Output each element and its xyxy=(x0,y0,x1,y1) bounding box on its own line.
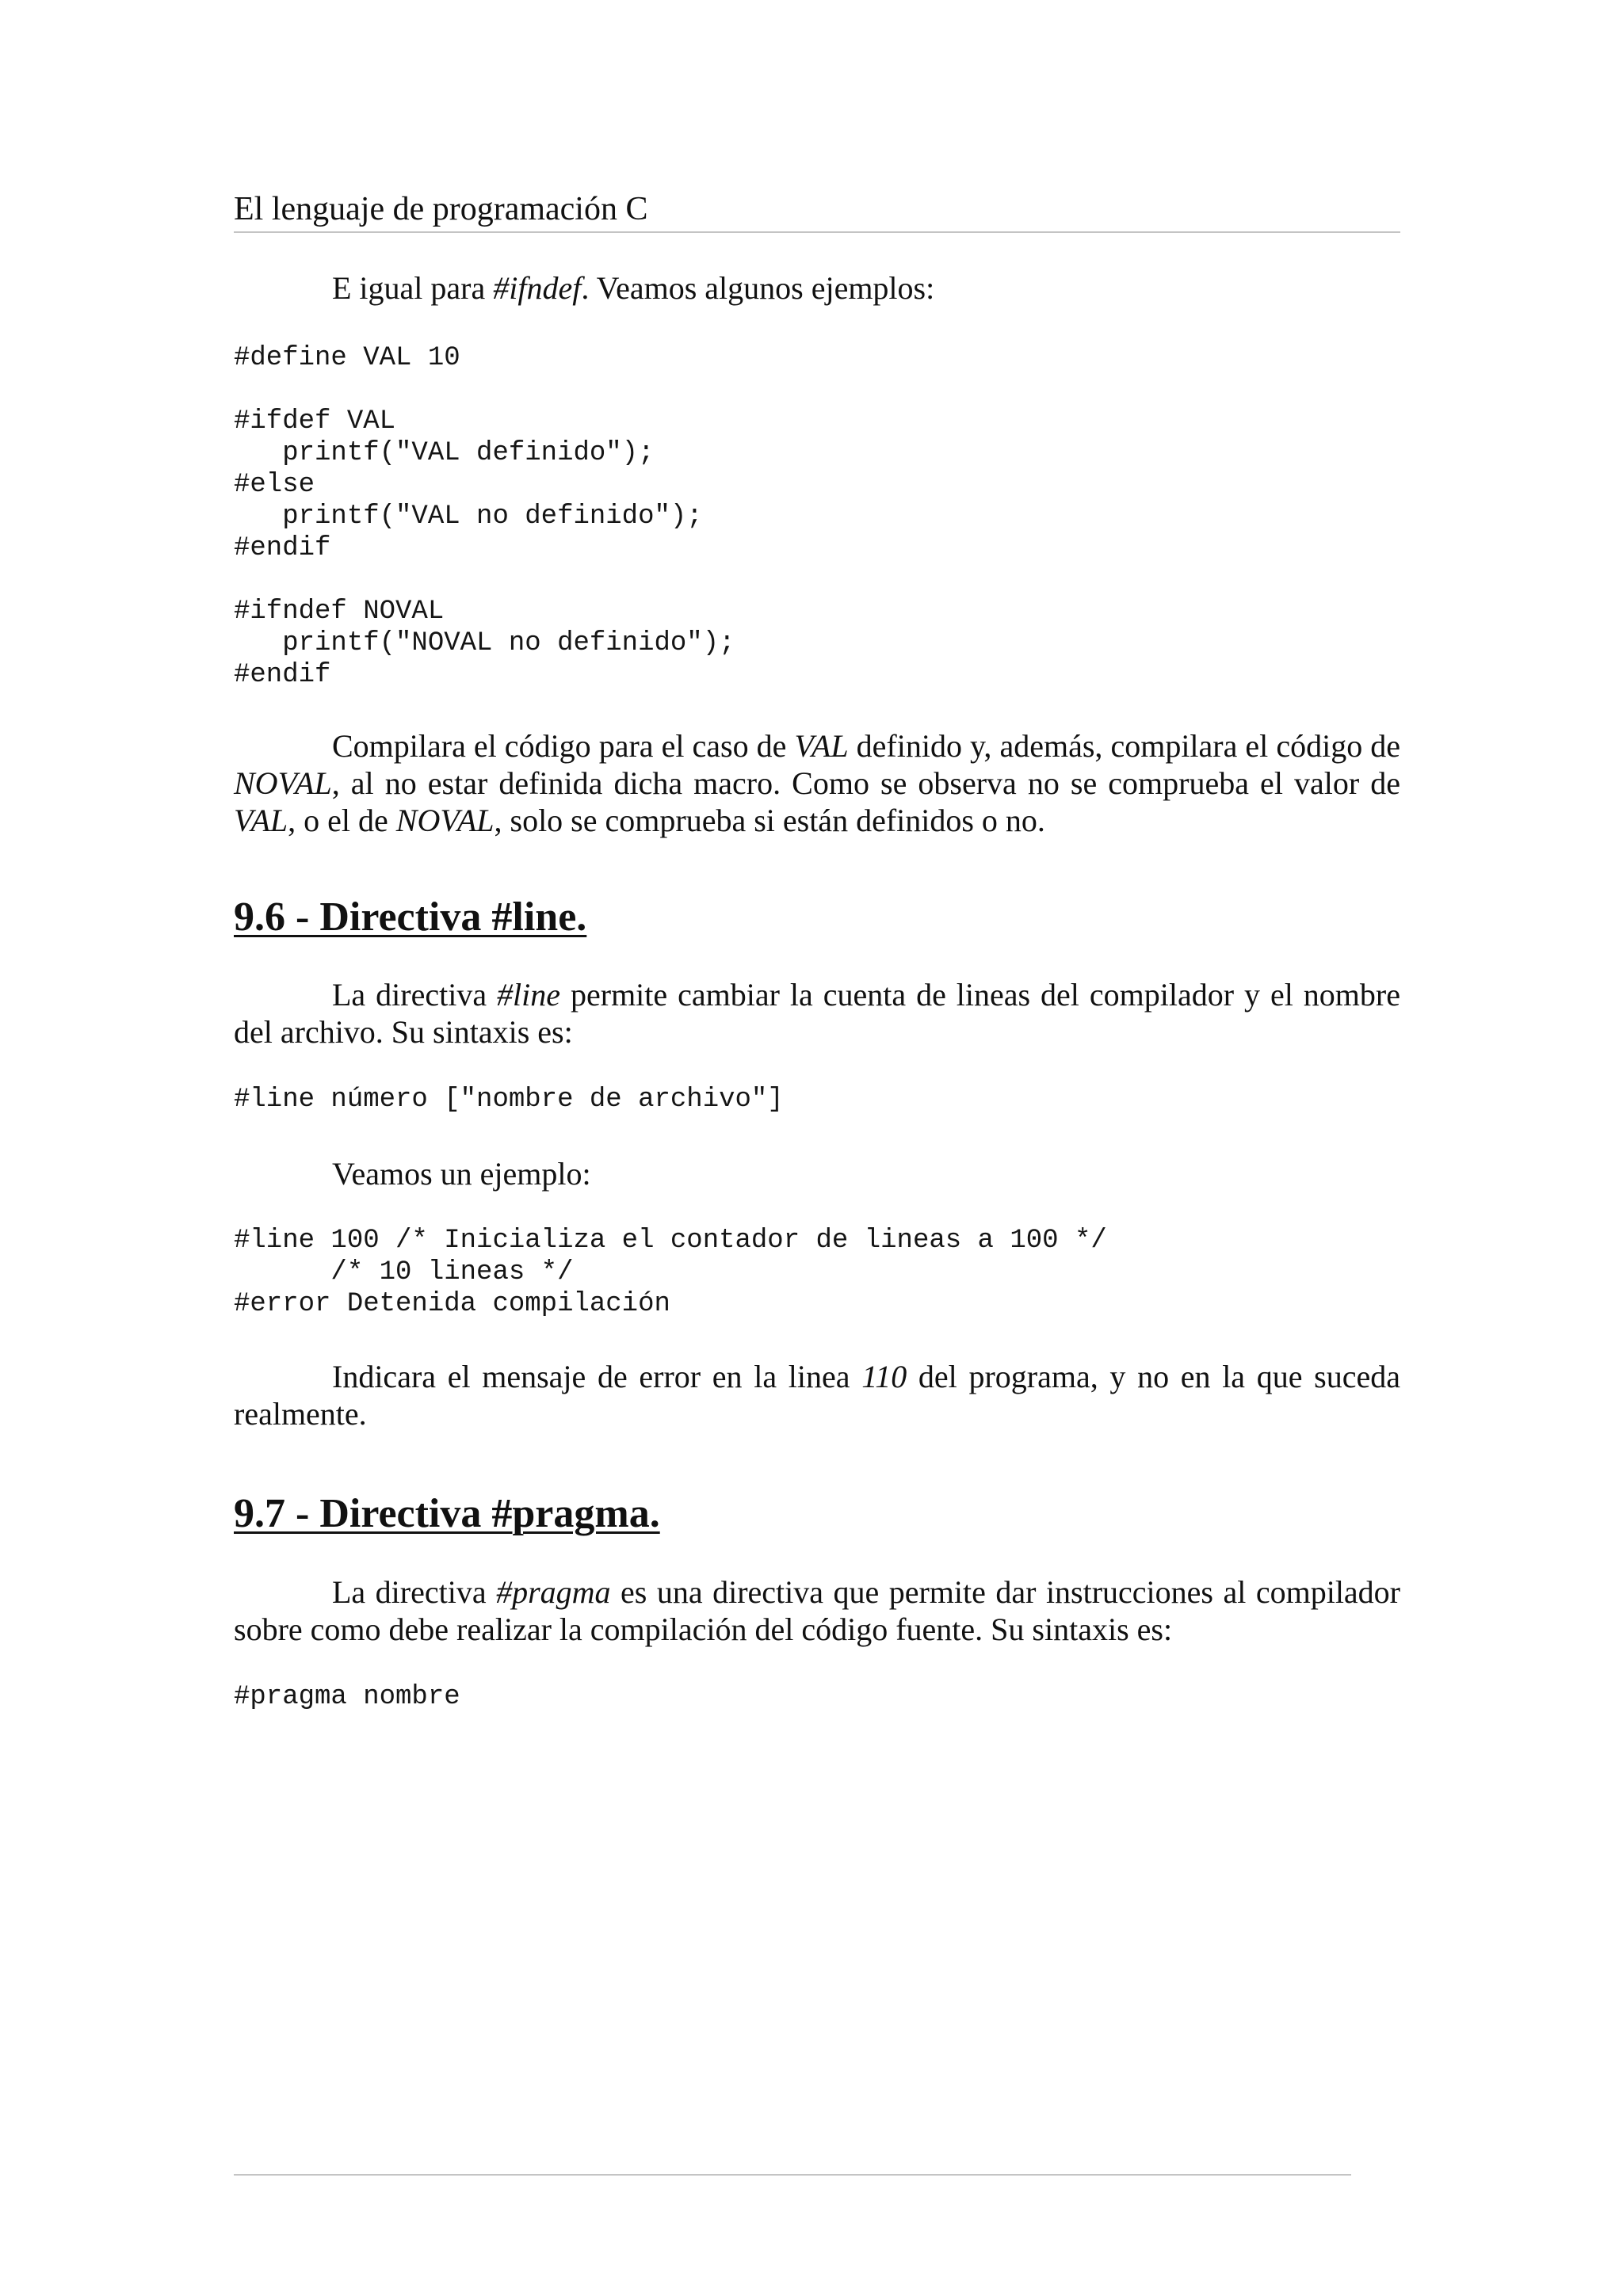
code-line: #else xyxy=(234,470,315,500)
code-line xyxy=(234,374,1400,406)
pragma-term: #pragma xyxy=(496,1574,611,1610)
code-line: printf("VAL no definido"); xyxy=(234,502,703,532)
pragma-syntax-code: #pragma nombre xyxy=(234,1682,460,1712)
code-line: #ifdef VAL xyxy=(234,406,396,437)
code-block-line-example xyxy=(234,1225,1400,1320)
result-line-number: 110 xyxy=(861,1359,907,1394)
explanation-text-1: Compilara el código para el caso de xyxy=(332,728,795,764)
code-line: #error Detenida compilación xyxy=(234,1289,670,1319)
code-block-ifdef-example xyxy=(234,342,1400,691)
code-line xyxy=(234,564,1400,596)
code-line: #endif xyxy=(234,533,331,563)
line-term: #line xyxy=(497,977,561,1013)
section-heading-pragma: 9.7 - Directiva #pragma. xyxy=(234,1491,660,1536)
code-line: #line 100 /* Inicializa el contador de lineas a 100 */ xyxy=(234,1226,1107,1256)
code-line: #ifndef NOVAL xyxy=(234,597,445,627)
example-intro-text: Veamos un ejemplo: xyxy=(332,1156,591,1192)
result-text-1: Indicara el mensaje de error en la linea xyxy=(332,1359,862,1394)
explanation-term-noval-2: NOVAL xyxy=(395,803,495,838)
code-line: printf("VAL definido"); xyxy=(234,438,655,468)
intro-term-ifndef: #ifndef xyxy=(493,270,582,306)
explanation-text-3: , al no estar definida dicha macro. Como se observa no se comprueba el valor de xyxy=(331,765,1400,801)
line-syntax-code: #line número ["nombre de archivo"] xyxy=(234,1085,784,1115)
explanation-term-val: VAL xyxy=(794,728,849,764)
code-line: printf("NOVAL no definido"); xyxy=(234,628,735,658)
code-line: /* 10 lineas */ xyxy=(234,1257,574,1287)
code-line: #endif xyxy=(234,660,331,690)
explanation-text-5: , solo se comprueba si están definidos o no. xyxy=(494,803,1045,838)
explanation-text-2: definido y, además, compilara el código de xyxy=(848,728,1400,764)
explanation-paragraph xyxy=(234,727,1400,839)
line-text-2: permite cambiar la cuenta de lineas del compilador y el nombre del archivo. Su sintaxis es: xyxy=(234,977,1400,1050)
explanation-term-noval: NOVAL xyxy=(234,765,332,801)
explanation-text-4: , o el de xyxy=(288,803,396,838)
line-text-1: La directiva xyxy=(332,977,498,1013)
pragma-description-paragraph xyxy=(234,1573,1400,1648)
line-result-paragraph xyxy=(234,1358,1400,1432)
pragma-text-2: es una directiva que permite dar instrucciones al compilador sobre como debe realizar la compilación del código fuente. Su sintaxis es: xyxy=(234,1574,1401,1647)
intro-text-before: E igual para xyxy=(332,270,494,306)
pragma-text-1: La directiva xyxy=(332,1574,497,1610)
footer-rule xyxy=(234,2174,1351,2176)
result-text-2: del programa, y no en la que suceda realmente. xyxy=(234,1359,1400,1432)
line-description-paragraph xyxy=(234,976,1400,1051)
example-intro-paragraph xyxy=(234,1155,1400,1192)
intro-paragraph xyxy=(234,269,1400,307)
code-line: #define VAL 10 xyxy=(234,343,460,373)
running-header: El lenguaje de programación C xyxy=(234,189,1400,233)
intro-text-after: . Veamos algunos ejemplos: xyxy=(581,270,935,306)
explanation-term-val-2: VAL xyxy=(234,803,288,838)
section-heading-line: 9.6 - Directiva #line. xyxy=(234,894,587,940)
